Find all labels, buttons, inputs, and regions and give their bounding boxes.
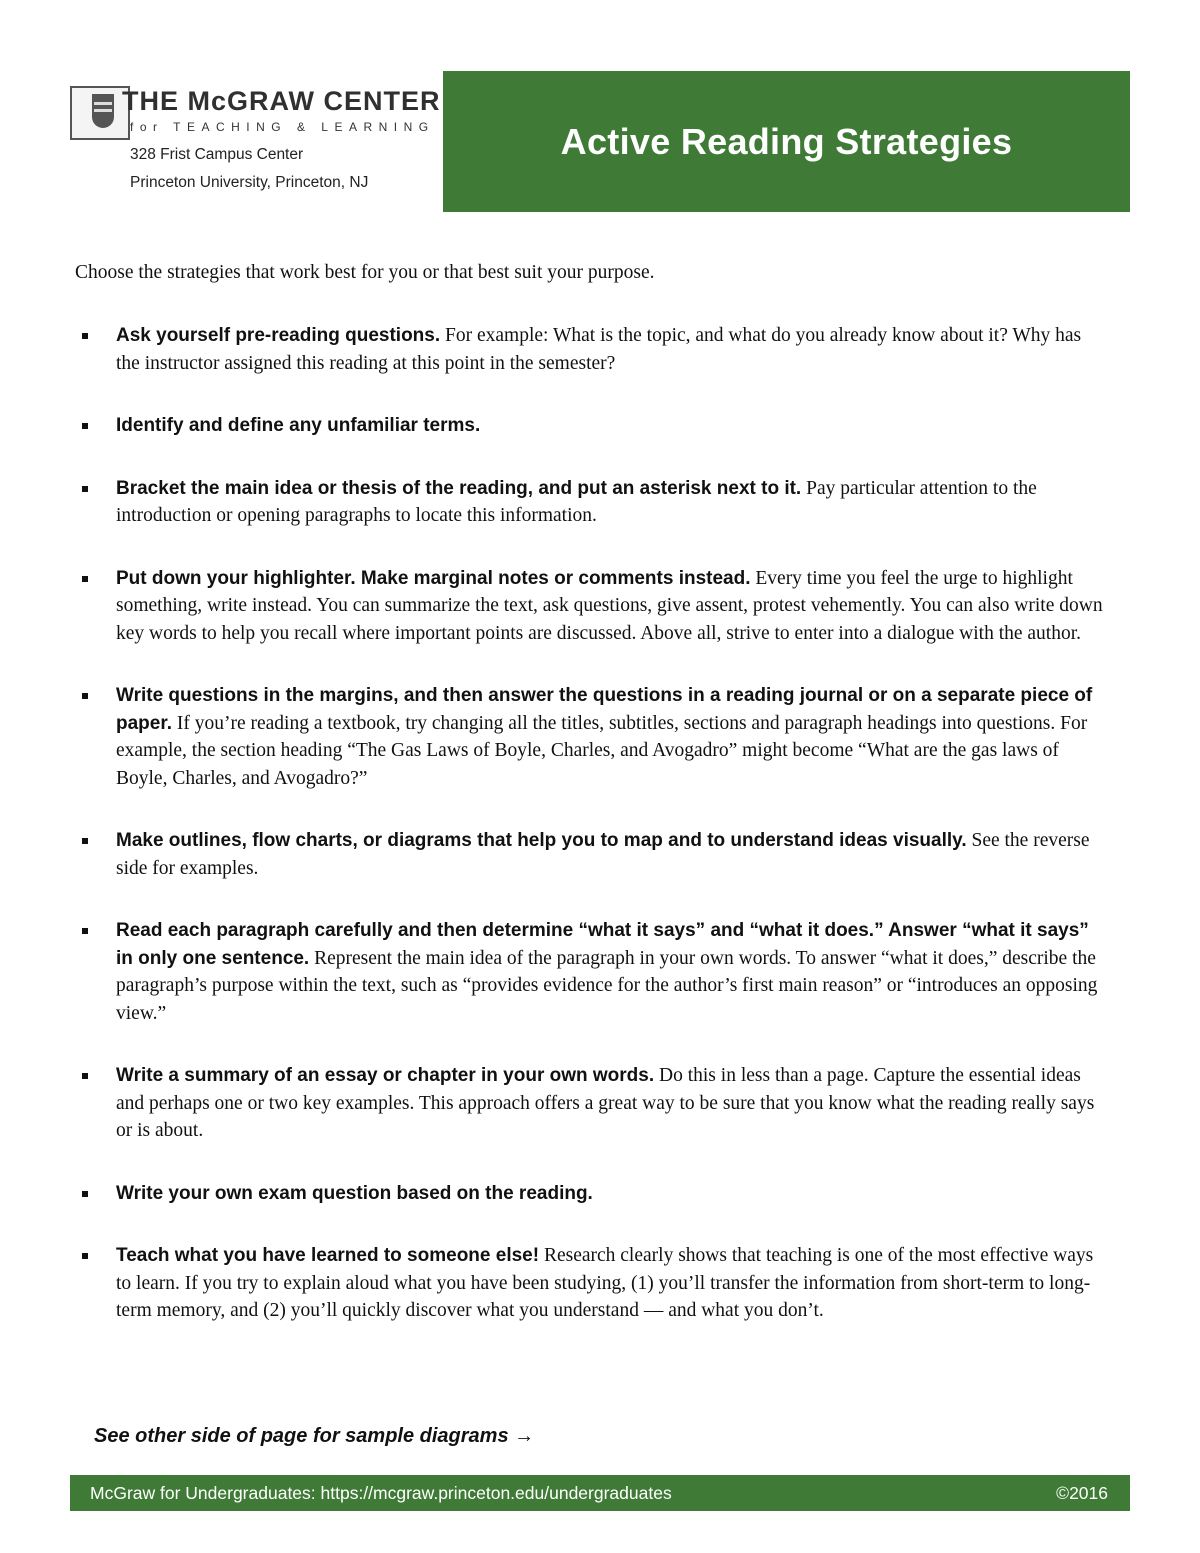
item-text: Pay particular attention to the introduction or opening paragraphs to locate this information.: [116, 477, 1037, 526]
list-item: [80, 322, 1105, 377]
page-title: Active Reading Strategies: [560, 120, 1013, 162]
footer-copyright: ©2016: [1056, 1482, 1108, 1503]
item-bold-text: Read each paragraph carefully and then determine “what it says” and “what it does.” Answer “what it says” in only one sentence.: [116, 920, 1089, 969]
item-bold-text: Make outlines, flow charts, or diagrams that help you to map and to understand ideas visually.: [116, 830, 967, 851]
bullet-icon: [82, 1191, 88, 1197]
bullet-icon: [82, 486, 88, 492]
item-text: If you’re reading a textbook, try changing all the titles, subtitles, sections and paragraph headings into questions. For example, the section heading “The Gas Laws of Boyle, Charles, and Avogadro” might become “What are the gas laws of Boyle, Charles, and Avogadro?”: [116, 712, 1088, 789]
bullet-icon: [82, 423, 88, 429]
item-text: Research clearly shows that teaching is one of the most effective ways to learn. If you try to explain aloud what you have been studying, (1) you’ll transfer the information from short-term to long-term memory, and (2) you’ll quickly discover what you understand — and what you don’t.: [116, 1245, 1094, 1321]
item-bold-text: Write questions in the margins, and then answer the questions in a reading journal or on a separate piece of paper.: [116, 685, 1093, 734]
logo-subtitle: for TEACHING & LEARNING: [130, 120, 435, 134]
princeton-shield-icon: [70, 86, 130, 140]
item-text: For example: What is the topic, and what do you already know about it? Why has the instructor assigned this reading at this point in the semester?: [116, 325, 1082, 374]
bullet-icon: [82, 693, 88, 699]
item-bold-text: Identify and define any unfamiliar terms.: [116, 415, 481, 436]
list-item: [80, 412, 1105, 440]
mcgraw-logo: [70, 82, 440, 202]
item-bold-text: Ask yourself pre-reading questions.: [116, 325, 441, 346]
list-item: [80, 565, 1105, 648]
title-banner: [443, 71, 1130, 212]
address-line-1: 328 Frist Campus Center: [130, 146, 304, 163]
bullet-icon: [82, 1073, 88, 1079]
bullet-icon: [82, 1253, 88, 1259]
intro-text: Choose the strategies that work best for you or that best suit your purpose.: [75, 262, 655, 283]
list-item: [80, 1062, 1105, 1145]
list-item: [80, 827, 1105, 882]
bullet-icon: [82, 333, 88, 339]
strategy-list: [80, 322, 1105, 1360]
footer-link-text[interactable]: McGraw for Undergraduates: https://mcgraw.princeton.edu/undergraduates: [90, 1482, 672, 1503]
item-bold-text: Bracket the main idea or thesis of the reading, and put an asterisk next to it.: [116, 477, 802, 499]
see-other-side-note: See other side of page for sample diagrams →: [94, 1425, 535, 1447]
item-text: See the reverse side for examples.: [116, 830, 1090, 879]
item-bold-text: Put down your highlighter. Make marginal notes or comments instead.: [116, 567, 751, 589]
footer-bar: [70, 1475, 1130, 1511]
item-text: Represent the main idea of the paragraph in your own words. To answer “what it does,” describe the paragraph’s purpose within the text, such as “provides evidence for the author’s first main reason” or “introduces an opposing view.”: [116, 947, 1098, 1024]
logo-title: THE McGRAW CENTER: [122, 86, 441, 116]
list-item: [80, 682, 1105, 792]
list-item: [80, 1242, 1105, 1325]
list-item: [80, 917, 1105, 1027]
bullet-icon: [82, 928, 88, 934]
item-text: Do this in less than a page. Capture the essential ideas and perhaps one or two key examples. This approach offers a great way to be sure that you know what the reading really says or is about.: [116, 1065, 1095, 1141]
item-bold-text: Teach what you have learned to someone else!: [116, 1245, 540, 1266]
item-text: Every time you feel the urge to highlight something, write instead. You can summarize the text, ask questions, give assent, protest vehemently. You can also write down key words to help you recall where important points are discussed. Above all, strive to enter into a dialogue with the author.: [116, 567, 1103, 644]
list-item: [80, 1180, 1105, 1208]
bullet-icon: [82, 576, 88, 582]
list-item: [80, 475, 1105, 530]
bullet-icon: [82, 838, 88, 844]
address-line-2: Princeton University, Princeton, NJ: [130, 174, 369, 191]
item-bold-text: Write a summary of an essay or chapter in your own words.: [116, 1065, 655, 1086]
item-bold-text: Write your own exam question based on the reading.: [116, 1182, 593, 1204]
